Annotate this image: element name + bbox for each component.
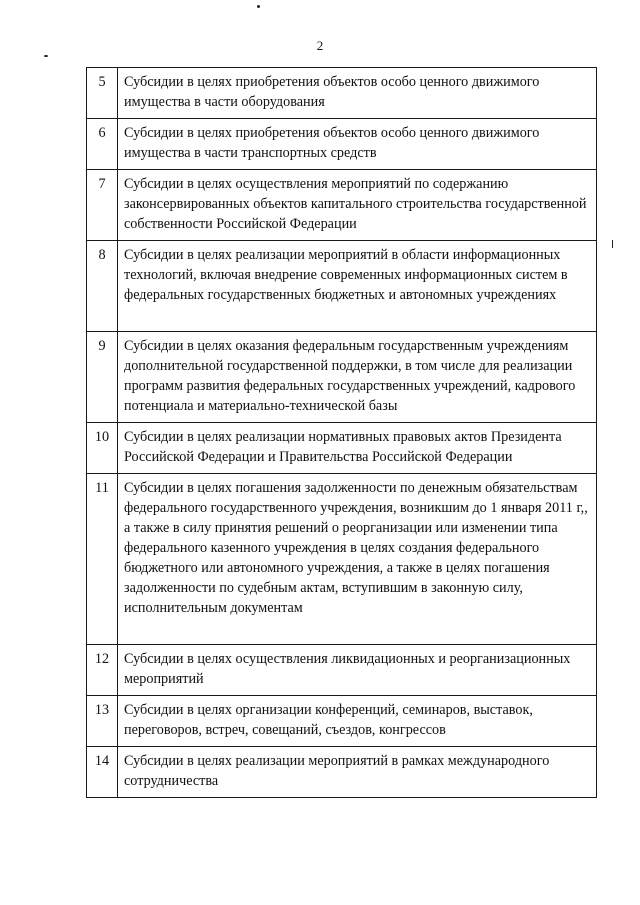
page-number: 2 (316, 38, 324, 53)
row-number: 11 (87, 474, 118, 645)
table-row (87, 170, 597, 241)
row-number: 13 (87, 696, 118, 747)
row-description: Субсидии в целях реализации мероприятий в области информационных технологий, включая внедрение современных информационных систем в федеральных государственных бюджетных и автономных учреждениях (118, 241, 597, 332)
row-description: Субсидии в целях осуществления ликвидационных и реорганизационных мероприятий (118, 645, 597, 696)
table-row (87, 645, 597, 696)
row-description: Субсидии в целях организации конференций, семинаров, выставок, переговоров, встреч, совещаний, съездов, конгрессов (118, 696, 597, 747)
row-number: 9 (87, 332, 118, 423)
table-row (87, 68, 597, 119)
subsidies-table (86, 67, 597, 798)
row-description: Субсидии в целях реализации нормативных правовых актов Президента Российской Федерации и Правительства Российской Федерации (118, 423, 597, 474)
row-description: Субсидии в целях реализации мероприятий в рамках международного сотрудничества (118, 747, 597, 798)
scan-speck (44, 55, 48, 57)
row-description: Субсидии в целях приобретения объектов особо ценного движимого имущества в части транспортных средств (118, 119, 597, 170)
table-row (87, 696, 597, 747)
row-description: Субсидии в целях погашения задолженности по денежным обязательствам федерального государственного учреждения, возникшим до 1 января 2011 г,, а также в силу принятия решений о реорганизации или изменении типа федерального казенного учреждения в целях создания федерального бюджетного или автономного учреждения, а также в целях погашения задолженности по судебным актам, вступившим в законную силу, исполнительным документам (118, 474, 597, 645)
table-row (87, 241, 597, 332)
row-number: 10 (87, 423, 118, 474)
row-number: 6 (87, 119, 118, 170)
table-row (87, 423, 597, 474)
row-description: Субсидии в целях приобретения объектов особо ценного движимого имущества в части оборудования (118, 68, 597, 119)
table-row (87, 747, 597, 798)
scan-speck (612, 240, 613, 248)
row-description: Субсидии в целях оказания федеральным государственным учреждениям дополнительной государственной поддержки, в том числе для реализации программ развития федеральных государственных учреждений, кадрового потенциала и материально-технической базы (118, 332, 597, 423)
scan-speck (257, 5, 260, 8)
row-number: 8 (87, 241, 118, 332)
table-row (87, 474, 597, 645)
table-row (87, 119, 597, 170)
row-number: 5 (87, 68, 118, 119)
row-number: 14 (87, 747, 118, 798)
row-number: 7 (87, 170, 118, 241)
row-description: Субсидии в целях осуществления мероприятий по содержанию законсервированных объектов капитального строительства государственной собственности Российской Федерации (118, 170, 597, 241)
table-row (87, 332, 597, 423)
row-number: 12 (87, 645, 118, 696)
